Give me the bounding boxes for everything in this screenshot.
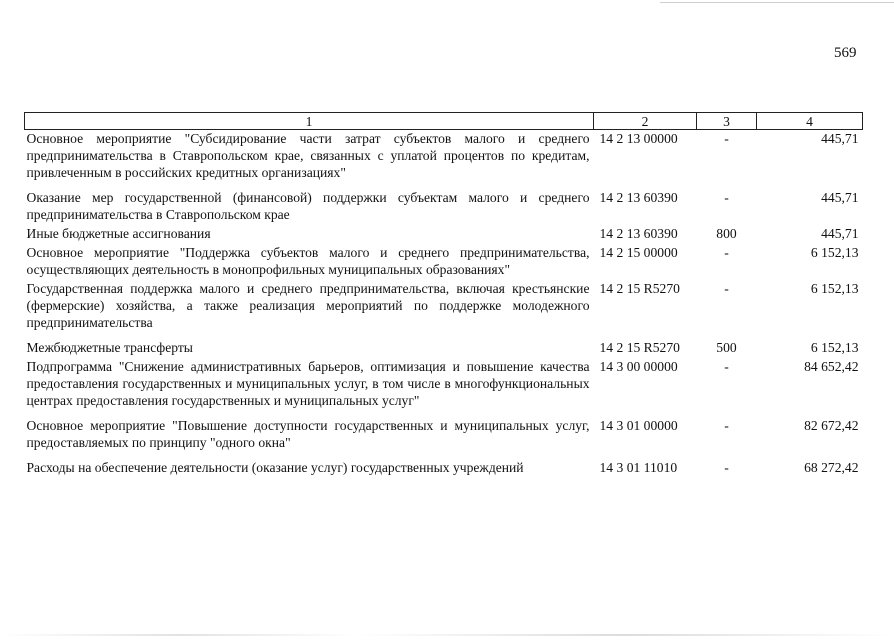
row-name: Межбюджетные трансферты <box>26 340 193 355</box>
row-type: - <box>724 281 729 296</box>
table-row <box>25 225 863 244</box>
page-number: 569 <box>834 45 857 61</box>
row-code: 14 3 01 00000 <box>599 418 678 433</box>
table-row <box>25 244 863 280</box>
table-row <box>25 417 863 459</box>
row-code: 14 2 15 00000 <box>599 245 678 260</box>
row-amount: 6 152,13 <box>810 245 859 260</box>
row-amount: 68 272,42 <box>804 460 859 475</box>
row-amount: 82 672,42 <box>804 418 859 433</box>
table-row <box>25 339 863 358</box>
row-amount: 445,71 <box>821 131 859 146</box>
row-amount: 6 152,13 <box>810 281 859 296</box>
row-amount: 6 152,13 <box>810 340 859 355</box>
table-row <box>25 280 863 339</box>
row-name: Расходы на обеспечение деятельности (оказание услуг) государственных учреждений <box>26 460 524 475</box>
row-code: 14 2 13 00000 <box>599 131 678 146</box>
row-type: - <box>724 460 729 475</box>
header-col-3: 3 <box>697 113 757 130</box>
row-name: Оказание мер государственной (финансовой) поддержки субъектам малого и среднего предпринимательства в Ставропольском крае <box>26 190 590 222</box>
row-code: 14 2 15 R5270 <box>599 281 680 296</box>
row-amount: 84 652,42 <box>804 359 859 374</box>
row-code: 14 2 15 R5270 <box>599 340 680 355</box>
row-name: Подпрограмма "Снижение административных барьеров, оптимизация и повышение качества предоставления государственных и муниципальных услуг, в том числе в многофункциональных центрах предоставления государственных и муниципальных услуг" <box>26 359 590 408</box>
table-header-row <box>25 113 863 130</box>
row-type: 800 <box>716 226 737 241</box>
table-row <box>25 189 863 225</box>
row-name: Основное мероприятие "Субсидирование части затрат субъектов малого и среднего предпринимательства в Ставропольском крае, связанных с уплатой процентов по кредитам, привлеченным в российских кредитных организациях" <box>26 131 590 180</box>
row-type: - <box>724 359 729 374</box>
table-row <box>25 358 863 417</box>
row-name: Основное мероприятие "Поддержка субъектов малого и среднего предпринимательства, осуществляющих деятельность в монопрофильных муниципальных образованиях" <box>26 245 590 277</box>
row-code: 14 3 01 11010 <box>599 460 678 475</box>
budget-table <box>24 112 863 478</box>
row-amount: 445,71 <box>821 226 859 241</box>
table-row <box>25 130 863 190</box>
row-name: Основное мероприятие "Повышение доступности государственных и муниципальных услуг, предоставляемых по принципу "одного окна" <box>26 418 590 450</box>
row-amount: 445,71 <box>821 190 859 205</box>
header-col-1: 1 <box>25 113 594 130</box>
row-name: Иные бюджетные ассигнования <box>26 226 211 241</box>
row-type: - <box>724 245 729 260</box>
row-code: 14 2 13 60390 <box>599 226 678 241</box>
scan-artifact-bottom <box>0 634 894 636</box>
row-code: 14 3 00 00000 <box>599 359 678 374</box>
table-row <box>25 459 863 478</box>
row-code: 14 2 13 60390 <box>599 190 678 205</box>
header-col-2: 2 <box>594 113 697 130</box>
row-name: Государственная поддержка малого и среднего предпринимательства, включая крестьянские (фермерские) хозяйства, а также реализация мероприятий по поддержке молодежного предпринимательства <box>26 281 590 330</box>
row-type: 500 <box>716 340 737 355</box>
header-col-4: 4 <box>757 113 863 130</box>
row-type: - <box>724 131 729 146</box>
scan-artifact-top <box>660 2 894 3</box>
row-type: - <box>724 190 729 205</box>
row-type: - <box>724 418 729 433</box>
